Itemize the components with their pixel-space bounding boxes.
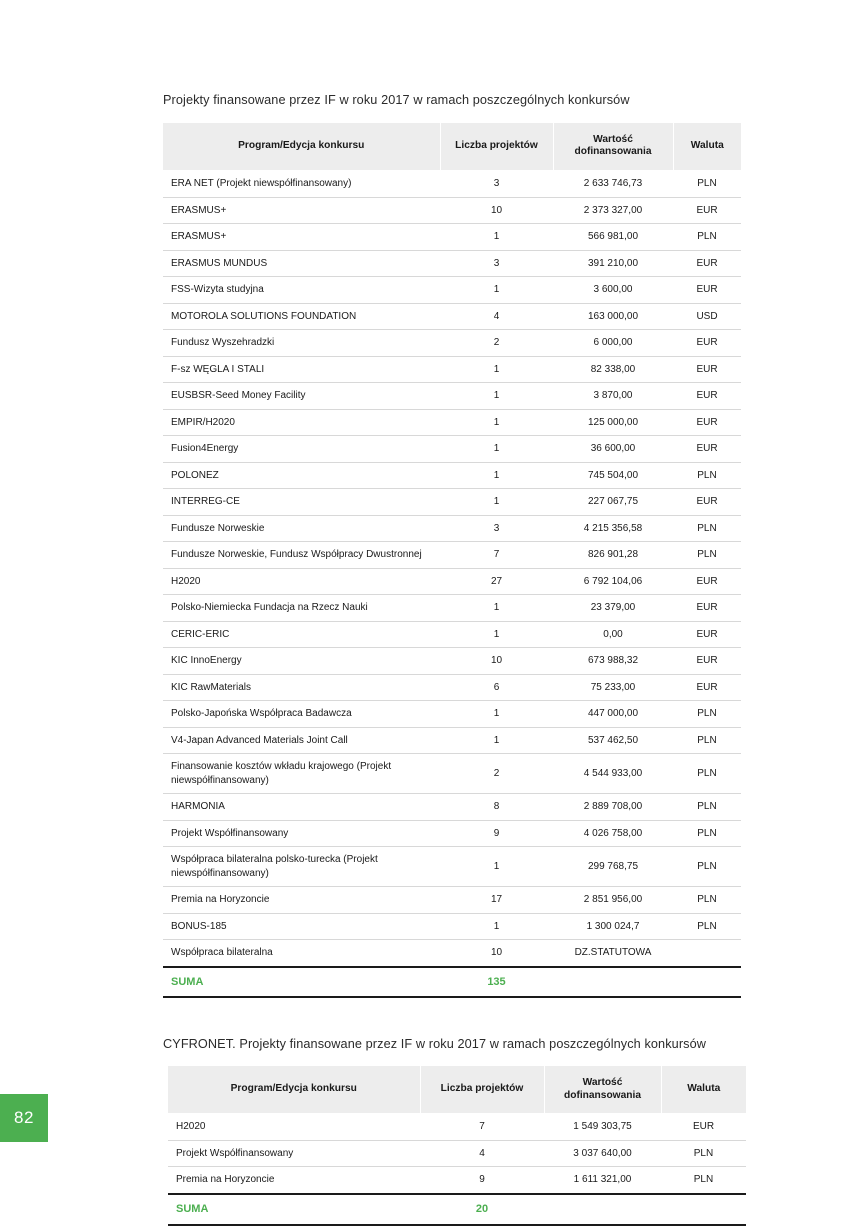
cell-value: 82 338,00 [553,356,673,383]
page-number-badge: 82 [0,1094,48,1142]
cell-program: KIC InnoEnergy [163,648,440,675]
cell-count: 1 [440,595,553,622]
cell-currency: PLN [673,794,741,821]
cell-currency: PLN [673,913,741,940]
section-cyfronet-projects [163,1036,741,1225]
cell-currency: PLN [673,462,741,489]
table-row [168,1167,746,1194]
table-row [163,436,741,463]
cell-value: 163 000,00 [553,303,673,330]
cell-value: 6 792 104,06 [553,568,673,595]
cell-program: H2020 [163,568,440,595]
cell-program: Polsko-Japońska Współpraca Badawcza [163,701,440,728]
cell-value: 75 233,00 [553,674,673,701]
cell-currency: PLN [673,515,741,542]
summary-count: 135 [440,967,553,998]
cell-currency: EUR [673,621,741,648]
cell-value: 3 870,00 [553,383,673,410]
cell-currency: EUR [673,250,741,277]
cell-value: 826 901,28 [553,542,673,569]
cell-value: 2 851 956,00 [553,887,673,914]
cell-count: 3 [440,171,553,198]
cell-program: Projekt Współfinansowany [168,1140,420,1167]
cell-currency: PLN [693,1174,714,1186]
table-row [163,595,741,622]
cell-currency: USD [673,303,741,330]
cell-value: 537 462,50 [553,727,673,754]
summary-currency [661,1194,746,1225]
table-body-2 [168,1114,746,1225]
cell-program: Premia na Horyzoncie [163,887,440,914]
table-summary-row [168,1194,746,1225]
cell-count: 1 [440,356,553,383]
cell-currency: PLN [673,820,741,847]
cell-currency: EUR [673,595,741,622]
table-row [163,197,741,224]
cell-value: 566 981,00 [553,224,673,251]
table-body-1 [163,171,741,998]
cell-program: Fundusze Norweskie [163,515,440,542]
cell-value: 745 504,00 [553,462,673,489]
summary-label: SUMA [163,967,440,998]
cell-currency: EUR [673,277,741,304]
cell-count: 1 [440,489,553,516]
cell-value: 2 373 327,00 [553,197,673,224]
cell-program: Finansowanie kosztów wkładu krajowego (Projekt niewspółfinansowany) [163,754,440,794]
col-header-currency: Waluta [661,1065,746,1114]
cell-currency: PLN [661,1140,746,1167]
cell-value: 6 000,00 [553,330,673,357]
table-row [163,303,741,330]
table-row [163,674,741,701]
cell-count: 2 [440,754,553,794]
cell-count: 3 [440,250,553,277]
table-row [168,1114,746,1141]
table-row [163,462,741,489]
cell-program: Fundusz Wyszehradzki [163,330,440,357]
col-header-value: Wartość dofinansowania [544,1065,661,1114]
cell-value: 227 067,75 [553,489,673,516]
table-row [163,277,741,304]
table-row [163,542,741,569]
cell-value: 673 988,32 [553,648,673,675]
table-row [163,913,741,940]
cell-value: DZ.STATUTOWA [574,947,652,958]
cell-currency: PLN [673,754,741,794]
summary-count: 20 [420,1194,544,1225]
cell-program: ERASMUS MUNDUS [163,250,440,277]
cell-program: ERA NET (Projekt niewspółfinansowany) [163,171,440,198]
cell-value: 36 600,00 [553,436,673,463]
cell-program: Fundusze Norweskie, Fundusz Współpracy Dwustronnej [163,542,440,569]
summary-value [553,967,673,998]
cell-program: Współpraca bilateralna polsko-turecka (Projekt niewspółfinansowany) [163,847,440,887]
cell-value: 0,00 [553,621,673,648]
cell-count: 1 [440,224,553,251]
cell-count: 7 [420,1114,544,1141]
table-row [163,409,741,436]
summary-label: SUMA [168,1194,420,1225]
table-row [163,940,741,967]
table-summary-row [163,967,741,998]
cell-currency: PLN [673,171,741,198]
table-row [163,171,741,198]
cell-value: 391 210,00 [553,250,673,277]
cell-currency: EUR [673,648,741,675]
cell-value: 3 037 640,00 [544,1140,661,1167]
cell-program: Polsko-Niemiecka Fundacja na Rzecz Nauki [163,595,440,622]
cell-program: INTERREG-CE [163,489,440,516]
table-row [163,489,741,516]
table-row [163,383,741,410]
cell-count: 7 [440,542,553,569]
cell-count: 1 [440,383,553,410]
table-row [163,820,741,847]
cell-value: 4 215 356,58 [553,515,673,542]
summary-value [544,1194,661,1225]
table-row [163,794,741,821]
table-row [168,1140,746,1167]
cell-count: 1 [440,913,553,940]
section-projects-if-2017 [163,92,741,998]
cell-program: HARMONIA [163,794,440,821]
table-row [163,754,741,794]
summary-currency [673,967,741,998]
cell-value: 2 889 708,00 [553,794,673,821]
table-row [163,727,741,754]
cell-value: 1 549 303,75 [544,1114,661,1141]
cell-program: Współpraca bilateralna [171,947,273,958]
table-row [163,356,741,383]
cell-currency: EUR [673,197,741,224]
cell-program: POLONEZ [163,462,440,489]
cell-program: BONUS-185 [163,913,440,940]
cell-program: H2020 [168,1114,420,1141]
cell-value: 299 768,75 [553,847,673,887]
table-row [163,568,741,595]
cell-currency: EUR [673,489,741,516]
cell-value: 2 633 746,73 [553,171,673,198]
cell-program: Premia na Horyzoncie [176,1174,275,1186]
page-content [163,92,741,1226]
cell-count: 1 [440,621,553,648]
cell-count: 2 [440,330,553,357]
table-row [163,621,741,648]
section-title-1: Projekty finansowane przez IF w roku 2017 w ramach poszczególnych konkursów [163,93,630,107]
cell-count: 3 [440,515,553,542]
cell-program: MOTOROLA SOLUTIONS FOUNDATION [163,303,440,330]
cell-value: 4 544 933,00 [553,754,673,794]
cell-count: 1 [440,727,553,754]
cell-value: 4 026 758,00 [553,820,673,847]
section-title-2: CYFRONET. Projekty finansowane przez IF w roku 2017 w ramach poszczególnych konkursów [163,1037,707,1052]
cell-count: 27 [440,568,553,595]
table-row [163,515,741,542]
cell-count: 6 [440,674,553,701]
cell-currency: EUR [673,330,741,357]
cell-count: 17 [440,887,553,914]
cell-value: 447 000,00 [553,701,673,728]
table-row [163,224,741,251]
cell-currency: EUR [673,568,741,595]
cell-count: 1 [440,277,553,304]
cell-count: 1 [440,701,553,728]
col-header-program: Program/Edycja konkursu [163,122,440,171]
cell-value: 3 600,00 [553,277,673,304]
cell-program: EUSBSR-Seed Money Facility [163,383,440,410]
cell-currency: PLN [673,887,741,914]
cell-count: 1 [440,847,553,887]
cell-program: FSS-Wizyta studyjna [163,277,440,304]
cell-program: EMPIR/H2020 [163,409,440,436]
cell-value: 1 611 321,00 [573,1174,632,1186]
cell-count: 8 [440,794,553,821]
cell-program: ERASMUS+ [163,224,440,251]
table-row [163,887,741,914]
cell-currency: PLN [673,847,741,887]
cell-currency: PLN [673,727,741,754]
cell-value: 125 000,00 [553,409,673,436]
cell-currency: EUR [661,1114,746,1141]
col-header-program: Program/Edycja konkursu [168,1065,420,1114]
cell-currency: EUR [673,436,741,463]
cell-currency: EUR [673,674,741,701]
cell-program: ERASMUS+ [163,197,440,224]
table-row [163,648,741,675]
cell-program: V4-Japan Advanced Materials Joint Call [163,727,440,754]
cell-value: 1 300 024,7 [553,913,673,940]
col-header-count: Liczba projektów [420,1065,544,1114]
cell-program: Projekt Współfinansowany [163,820,440,847]
table-row [163,330,741,357]
cell-count: 9 [440,820,553,847]
cell-count: 4 [440,303,553,330]
table-row [163,847,741,887]
col-header-count: Liczba projektów [440,122,553,171]
cell-count: 10 [490,947,503,958]
projects-table-1 [163,122,741,999]
cell-currency: EUR [673,409,741,436]
cell-count: 10 [440,197,553,224]
cell-currency [673,940,741,967]
cell-currency: EUR [673,356,741,383]
cell-value: 23 379,00 [553,595,673,622]
table-header-row [163,122,741,171]
table-row [163,250,741,277]
cell-program: F-sz WĘGLA I STALI [163,356,440,383]
cell-program: CERIC-ERIC [163,621,440,648]
cell-count: 4 [420,1140,544,1167]
cell-currency: PLN [673,224,741,251]
cell-program: Fusion4Energy [163,436,440,463]
cell-count: 1 [440,409,553,436]
cell-count: 10 [440,648,553,675]
cell-currency: PLN [673,701,741,728]
col-header-value: Wartość dofinansowania [553,122,673,171]
cell-currency: PLN [673,542,741,569]
cell-count: 1 [440,462,553,489]
projects-table-2 [168,1065,746,1226]
cell-count: 9 [479,1174,485,1186]
cell-program: KIC RawMaterials [163,674,440,701]
col-header-currency: Waluta [673,122,741,171]
table-row [163,701,741,728]
cell-count: 1 [440,436,553,463]
table-header-row [168,1065,746,1114]
cell-currency: EUR [673,383,741,410]
